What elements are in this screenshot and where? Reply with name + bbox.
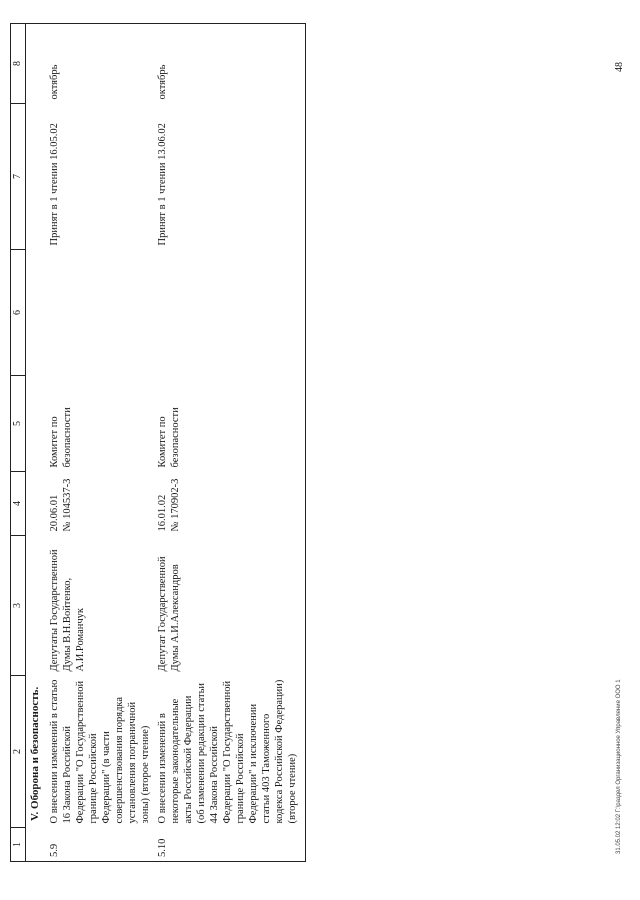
section-title: V. Оборона и безопасность. bbox=[26, 24, 47, 862]
column-number-row bbox=[11, 24, 26, 862]
table-row bbox=[154, 24, 306, 862]
bill-date-number: 20.06.01 № 104537-3 bbox=[49, 478, 73, 532]
planned-month: октябрь bbox=[46, 24, 154, 104]
bill-authors: Депутат Государственной Думы А.И.Александров bbox=[154, 536, 306, 676]
responsible-committee: Комитет по безопасности bbox=[154, 376, 306, 472]
bill-status: Принят в 1 чтении 13.06.02 bbox=[154, 104, 306, 250]
column-6-cell bbox=[46, 250, 154, 376]
column-number: 8 bbox=[11, 24, 26, 104]
column-number: 2 bbox=[11, 676, 26, 828]
column-number: 5 bbox=[11, 376, 26, 472]
column-6-cell bbox=[154, 250, 306, 376]
planned-month: октябрь bbox=[154, 24, 306, 104]
legislation-table bbox=[10, 23, 306, 862]
responsible-committee: Комитет по безопасности bbox=[49, 407, 73, 468]
bill-title: О внесении изменений в некоторые законодательные акты Российской Федерации (об изменении редакции статьи 44 Закона Российской Федерации "О Государственной границе Российской Федерации" и исключении статьи 403 Таможенного кодекса Российской Федерации) (второе чтение) bbox=[154, 676, 306, 828]
bill-title: О внесении изменений в статью 16 Закона Российской Федерации "О Государственной границе Российской Федерации" (в части совершенствования порядка установления пограничной зоны) (второе чтение) bbox=[49, 679, 151, 824]
print-footer: 31.05.02 12:02 Г:\раздел Организационное Управление ООО 1 bbox=[616, 679, 622, 854]
bill-authors: Депутаты Государственной Думы В.Н.Войтенко, А.И.Романчук bbox=[49, 549, 86, 672]
column-number: 4 bbox=[11, 472, 26, 536]
row-number: 5.10 bbox=[154, 828, 306, 862]
table-row bbox=[46, 24, 154, 862]
column-number: 3 bbox=[11, 536, 26, 676]
column-number: 7 bbox=[11, 104, 26, 250]
bill-date-number: 16.01.02 № 170902-3 bbox=[154, 472, 306, 536]
bill-status: Принят в 1 чтении 16.05.02 bbox=[49, 123, 60, 246]
section-row bbox=[26, 24, 47, 862]
page-number: 48 bbox=[614, 62, 625, 72]
row-number: 5.9 bbox=[46, 828, 154, 862]
column-number: 6 bbox=[11, 250, 26, 376]
column-number: 1 bbox=[11, 828, 26, 862]
